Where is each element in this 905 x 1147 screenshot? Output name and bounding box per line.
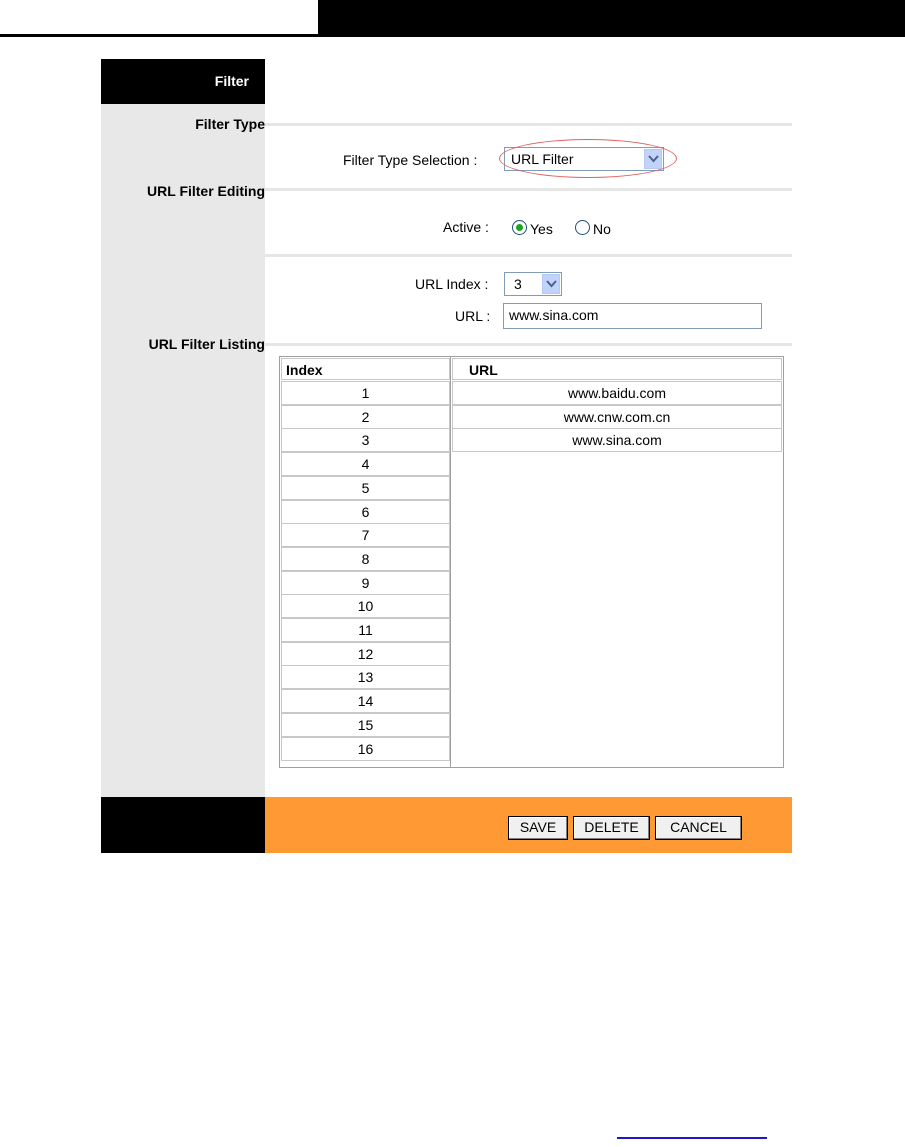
- table-cell-index-text: 2: [361, 409, 370, 425]
- active-label: Active :: [443, 219, 489, 235]
- filter-type-label: Filter Type Selection :: [343, 152, 478, 168]
- top-banner: [318, 0, 905, 37]
- cancel-button[interactable]: CANCEL: [655, 816, 742, 840]
- active-yes-radio[interactable]: [512, 220, 527, 235]
- table-header-url: [452, 358, 782, 380]
- table-cell-index-text: 9: [361, 575, 370, 591]
- page-title: Filter: [214, 73, 249, 89]
- section-divider: [265, 343, 792, 346]
- table-cell-index: [281, 689, 450, 713]
- table-cell-url: [452, 381, 782, 405]
- highlight-ellipse: [499, 139, 677, 178]
- url-index-select[interactable]: [504, 272, 562, 296]
- filter-type-value: URL Filter: [511, 151, 574, 167]
- table-cell-index-text: 7: [361, 527, 370, 543]
- table-cell-index-text: 8: [361, 551, 370, 567]
- active-no-radio[interactable]: [575, 220, 590, 235]
- table-cell-index-text: 6: [361, 504, 370, 520]
- url-input[interactable]: [503, 303, 762, 329]
- top-rule: [0, 34, 318, 37]
- chevron-down-icon[interactable]: [542, 274, 560, 294]
- table-cell-index: [281, 500, 450, 524]
- table-cell-index-text: 4: [361, 456, 370, 472]
- table-cell-url: [452, 405, 782, 429]
- table-column-divider: [450, 356, 451, 768]
- url-input-value: www.sina.com: [509, 307, 599, 323]
- table-cell-index: [281, 571, 450, 595]
- link-underline[interactable]: [617, 1137, 767, 1139]
- table-header-url-text: URL: [469, 362, 498, 378]
- sidebar-header: [101, 59, 265, 104]
- table-cell-index-text: 15: [357, 717, 374, 733]
- table-cell-index: [281, 452, 450, 476]
- table-cell-index-text: 5: [361, 480, 370, 496]
- active-no-label: No: [593, 221, 611, 237]
- table-cell-index: [281, 523, 450, 547]
- section-label-url-filter-listing: URL Filter Listing: [148, 336, 265, 352]
- url-index-value: 3: [514, 276, 522, 292]
- table-cell-index: [281, 476, 450, 500]
- url-label: URL :: [455, 308, 491, 324]
- active-yes-label: Yes: [530, 221, 553, 237]
- section-divider: [265, 123, 792, 126]
- table-cell-index-text: 14: [357, 693, 374, 709]
- table-header-index-text: Index: [286, 362, 323, 378]
- table-cell-index-text: 12: [357, 646, 374, 662]
- table-header-index: [281, 358, 450, 380]
- table-cell-index-text: 3: [361, 432, 370, 448]
- table-cell-index-text: 10: [357, 598, 374, 614]
- table-cell-index: [281, 618, 450, 642]
- table-cell-url-text: www.sina.com: [572, 432, 662, 448]
- section-label-filter-type: Filter Type: [195, 116, 265, 132]
- table-cell-index: [281, 547, 450, 571]
- table-cell-index: [281, 405, 450, 429]
- section-divider: [265, 188, 792, 191]
- url-index-label: URL Index :: [415, 276, 489, 292]
- section-label-url-filter-editing: URL Filter Editing: [147, 183, 265, 199]
- sidebar: [101, 59, 265, 853]
- save-button[interactable]: SAVE: [508, 816, 568, 840]
- table-cell-index-text: 1: [361, 385, 370, 401]
- radio-selected-dot: [516, 224, 523, 231]
- table-cell-url: [452, 428, 782, 452]
- table-cell-index: [281, 665, 450, 689]
- table-cell-index: [281, 737, 450, 761]
- table-cell-url-text: www.cnw.com.cn: [563, 409, 671, 425]
- delete-button[interactable]: DELETE: [573, 816, 650, 840]
- table-cell-url-text: www.baidu.com: [567, 385, 667, 401]
- table-cell-index-text: 13: [357, 669, 374, 685]
- table-cell-index: [281, 713, 450, 737]
- table-cell-index: [281, 594, 450, 618]
- table-cell-index-text: 11: [358, 622, 373, 638]
- table-cell-index: [281, 428, 450, 452]
- table-cell-index-text: 16: [357, 741, 374, 757]
- section-divider: [265, 254, 792, 257]
- table-cell-index: [281, 381, 450, 405]
- table-cell-index: [281, 642, 450, 666]
- sidebar-footer: [101, 797, 265, 853]
